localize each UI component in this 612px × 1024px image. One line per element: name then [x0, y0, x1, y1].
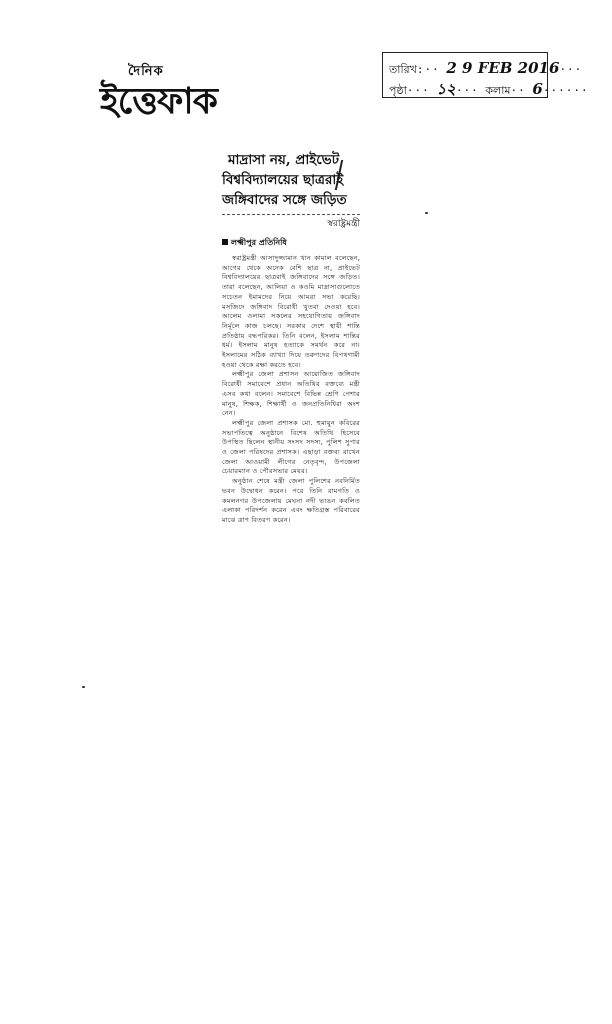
masthead-daily-label: দৈনিক [128, 64, 164, 79]
stamp-date-row: তারিখ:·· 2 9 FEB 2016··· [389, 59, 583, 77]
masthead-title: ইত্তেফাক [100, 80, 217, 122]
article-headline [222, 150, 360, 210]
headline-line-2: বিশ্ববিদ্যালয়ের ছাত্ররাই [222, 172, 344, 188]
scan-speck [425, 212, 428, 214]
article-byline [222, 237, 360, 250]
stamp-column-value: 6 [532, 80, 543, 98]
newspaper-masthead [100, 62, 240, 122]
stamp-page-row: পৃষ্ঠা··· ১২··· কলাম·· 6······ [389, 80, 589, 98]
stamp-column-label: কলাম [485, 84, 511, 97]
article-body [222, 254, 360, 526]
article-paragraph: স্বরাষ্ট্রমন্ত্রী আসাদুজ্জামান খান কামাল বলেছেন, আগের থেকে অনেক বেশি ছাত্র না, প্রাইভেট বিশ্ববিদ্যালয়ের ছাত্ররাই জঙ্গিবাদের সঙ্গে জড়িত। তারা বলেছেন, আলিয়া ও কওমি মাদ্রাসাগুলোতে সচেতন ইমামদের নিয়ে আমরা সভা করেছি। মসজিদে জঙ্গিবাদ বিরোধী খুতবা দেওয়া হবে। আলেম ওলামা সকলের সহযোগিতায় জঙ্গিবাদ নির্মূলে কাজ চলছে। সরকার দেশে স্থায়ী শান্তি প্রতিষ্ঠায় বদ্ধপরিকর। তিনি বলেন, ইসলাম শান্তির ধর্ম। ইসলাম মানুষ হত্যাকে সমর্থন করে না। ইসলামের সঠিক ব্যাখ্যা দিয়ে তরুণদের বিপথগামী হওয়া থেকে রক্ষা করতে হবে। [222, 254, 360, 369]
stamp-page-value: ১২ [436, 80, 456, 98]
article-paragraph: লক্ষ্মীপুর জেলা প্রশাসক মো. হুমায়ুন কবিরের সভাপতিত্বে অনুষ্ঠানে বিশেষ অতিথি হিসেবে উপস্থিত ছিলেন স্থানীয় সংসদ সদস্য, পুলিশ সুপার ও জেলা পরিষদের প্রশাসক। এছাড়া বক্তব্য রাখেন জেলা আওয়ামী লীগের নেতৃবৃন্দ, উপজেলা চেয়ারম্যান ও পৌরসভার মেয়র। [222, 418, 360, 476]
scan-speck [82, 686, 85, 688]
bullet-square-icon [222, 239, 228, 245]
stamp-date-label: তারিখ [389, 63, 417, 76]
stamp-date-value: 2 9 FEB 2016 [446, 59, 560, 77]
article-paragraph: লক্ষ্মীপুর জেলা প্রশাসন আয়োজিত জঙ্গিবাদ বিরোধী সমাবেশে প্রধান অতিথির বক্তব্যে মন্ত্রী এসব কথা বলেন। সমাবেশে বিভিন্ন শ্রেণি পেশার মানুষ, শিক্ষক, শিক্ষার্থী ও জনপ্রতিনিধিরা অংশ নেন। [222, 370, 360, 418]
article-attribution: স্বরাষ্ট্রমন্ত্রী [222, 214, 360, 231]
headline-line-1: মাদ্রাসা নয়, প্রাইভেট [228, 152, 340, 168]
headline-line-3: জঙ্গিবাদের সঙ্গে জড়িত [222, 192, 347, 208]
article-paragraph: অনুষ্ঠান শেষে মন্ত্রী জেলা পুলিশের নবনির্মিত ভবন উদ্বোধন করেন। পরে তিনি রামগতি ও কমলনগর উপজেলায় মেঘনা নদী ভাঙন কবলিত এলাকা পরিদর্শন করেন এবং ক্ষতিগ্রস্ত পরিবারের মাঝে ত্রাণ বিতরণ করেন। [222, 477, 360, 524]
news-clipping [222, 150, 360, 526]
archive-stamp [382, 52, 589, 98]
stamp-page-label: পৃষ্ঠা [389, 84, 407, 97]
byline-text: লক্ষ্মীপুর প্রতিনিধি [231, 238, 287, 247]
